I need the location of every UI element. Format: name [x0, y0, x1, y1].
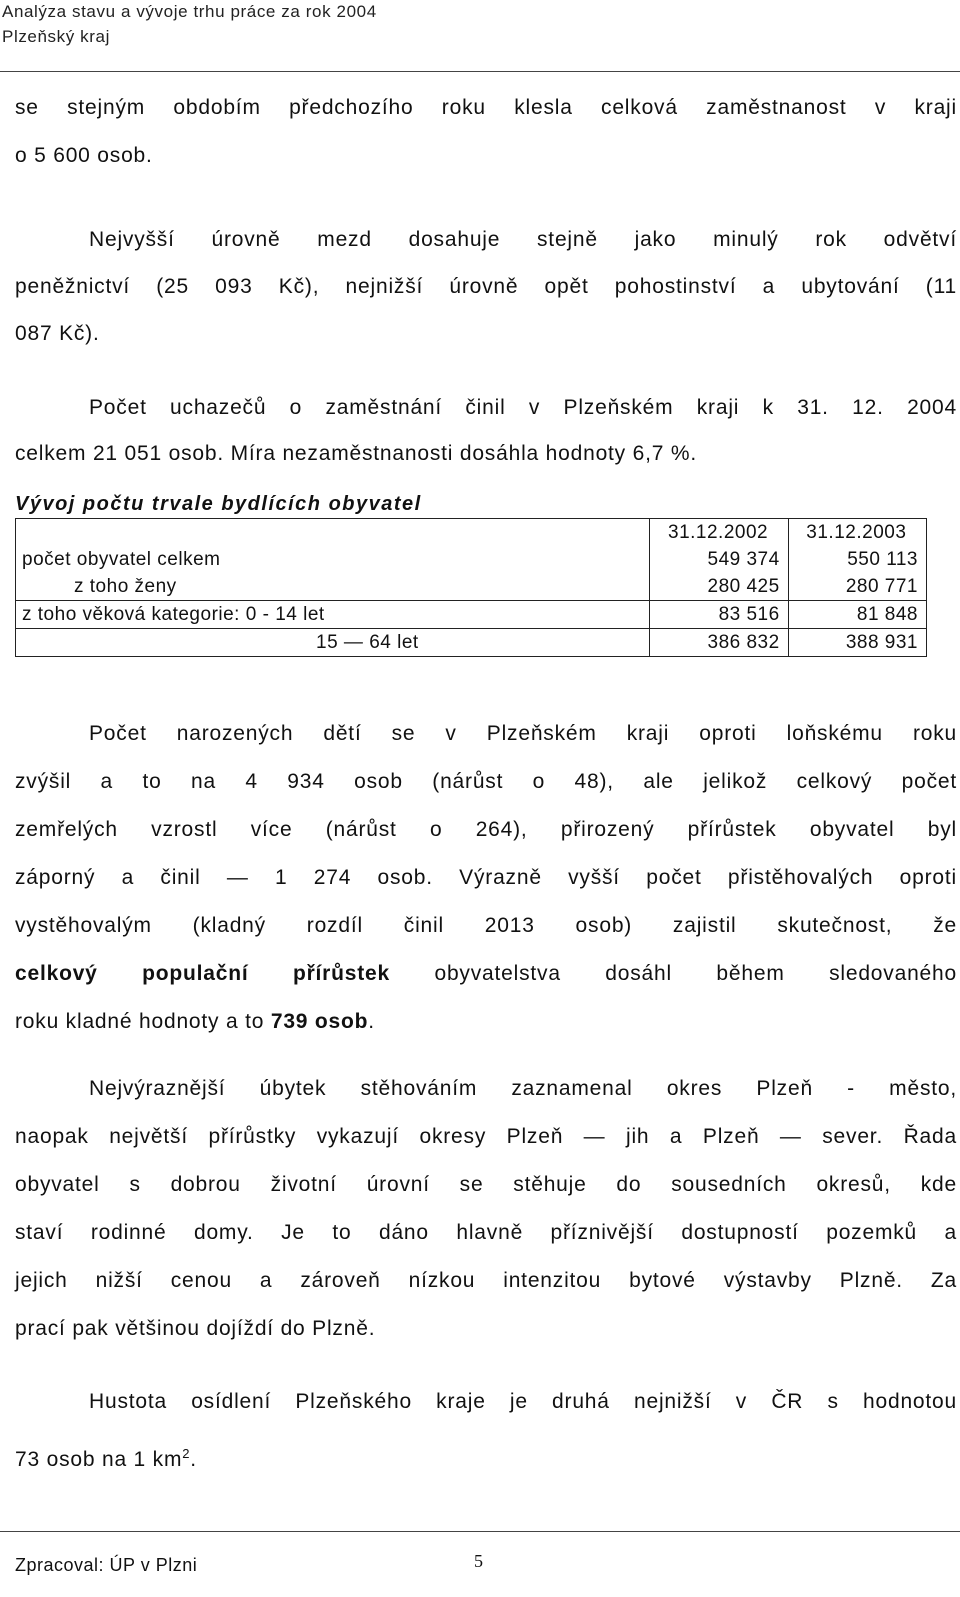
text-line: záporný a činil — 1 274 osob. Výrazně vyšší počet přistěhovalých oproti	[15, 866, 957, 889]
text-span: obyvatelstva dosáhl během sledovaného	[390, 962, 957, 985]
cell-value: 280 425	[650, 573, 788, 601]
footer-author: Zpracoval: ÚP v Plzni	[15, 1555, 198, 1575]
text-line: obyvatel s dobrou životní úrovní se stěhuje do sousedních okresů, kde	[15, 1173, 957, 1196]
bold-phrase: celkový populační přírůstek	[15, 962, 391, 985]
cell-value: 280 771	[788, 573, 926, 601]
text-line: zemřelých vzrostl více (nárůst o 264), přirozený přírůstek obyvatel byl	[15, 818, 957, 841]
table-row	[16, 601, 927, 629]
text-line: zvýšil a to na 4 934 osob (nárůst o 48), ale jelikož celkový počet	[15, 770, 957, 793]
cell-value: 386 832	[650, 629, 788, 657]
text-line: Počet narozených dětí se v Plzeňském kraji oproti loňskému roku	[89, 722, 957, 745]
paragraph-wages	[15, 216, 957, 357]
text-line: celkem 21 051 osob. Míra nezaměstnanosti dosáhla hodnoty 6,7 %.	[15, 442, 697, 465]
text-line: staví rodinné domy. Je to dáno hlavně příznivější dostupností pozemků a	[15, 1221, 957, 1244]
cell-value: 83 516	[650, 601, 788, 629]
population-table	[15, 518, 927, 657]
paragraph-demography	[15, 710, 957, 1046]
text-span: .	[190, 1448, 197, 1471]
row-label: z toho věková kategorie: 0 - 14 let	[16, 601, 650, 629]
text-line: Nejvyšší úrovně mezd dosahuje stejně jako minulý rok odvětví	[89, 228, 957, 251]
text-line: se stejným obdobím předchozího roku klesla celková zaměstnanost v kraji	[15, 96, 957, 119]
text-line: Hustota osídlení Plzeňského kraje je druhá nejnižší v ČR s hodnotou	[89, 1390, 957, 1413]
bold-phrase: 739 osob	[270, 1010, 369, 1033]
table-header-cell	[16, 519, 650, 547]
header-region: Plzeňský kraj	[2, 27, 110, 46]
row-label: z toho ženy	[16, 573, 650, 601]
text-span: 73 osob na 1 km	[15, 1448, 183, 1471]
table-row	[16, 573, 927, 601]
text-line: prací pak většinou dojíždí do Plzně.	[15, 1317, 376, 1340]
text-line: Počet uchazečů o zaměstnání činil v Plzeňském kraji k 31. 12. 2004	[89, 396, 957, 419]
text-line: vystěhovalým (kladný rozdíl činil 2013 osob) zajistil skutečnost, že	[15, 914, 957, 937]
text-line	[15, 950, 957, 998]
page-number: 5	[474, 1551, 483, 1571]
text-line: 087 Kč).	[15, 322, 100, 345]
header-divider	[0, 71, 960, 72]
paragraph-employment	[15, 84, 957, 180]
table-title: Vývoj počtu trvale bydlících obyvatel	[15, 493, 422, 515]
text-line: Nejvýraznější úbytek stěhováním zaznamenal okres Plzeň - město,	[89, 1077, 957, 1100]
text-line: peněžnictví (25 093 Kč), nejnižší úrovně opět pohostinství a ubytování (11	[15, 275, 957, 298]
table-row	[16, 629, 927, 657]
table-header-row	[16, 519, 927, 547]
cell-value: 550 113	[788, 546, 926, 573]
table-row	[16, 546, 927, 573]
text-line: naopak největší přírůstky vykazují okresy Plzeň — jih a Plzeň — sever. Řada	[15, 1125, 957, 1148]
row-label: 15 — 64 let	[16, 629, 650, 657]
paragraph-density	[15, 1376, 957, 1486]
text-span: .	[368, 1010, 375, 1033]
table-header-cell: 31.12.2002	[650, 519, 788, 547]
table-header-cell: 31.12.2003	[788, 519, 926, 547]
text-line: o 5 600 osob.	[15, 144, 153, 167]
text-line	[15, 998, 957, 1046]
text-line	[15, 1428, 957, 1486]
header-title: Analýza stavu a vývoje trhu práce za rok 2004	[2, 2, 377, 21]
footer-divider	[0, 1531, 960, 1532]
cell-value: 81 848	[788, 601, 926, 629]
paragraph-migration	[15, 1065, 957, 1353]
superscript: 2	[182, 1446, 191, 1461]
cell-value: 549 374	[650, 546, 788, 573]
text-line: jejich nižší cenou a zároveň nízkou intenzitou bytové výstavby Plzně. Za	[15, 1269, 957, 1292]
row-label: počet obyvatel celkem	[16, 546, 650, 573]
paragraph-unemployment	[15, 385, 957, 477]
text-span: roku kladné hodnoty a to	[15, 1010, 271, 1033]
cell-value: 388 931	[788, 629, 926, 657]
